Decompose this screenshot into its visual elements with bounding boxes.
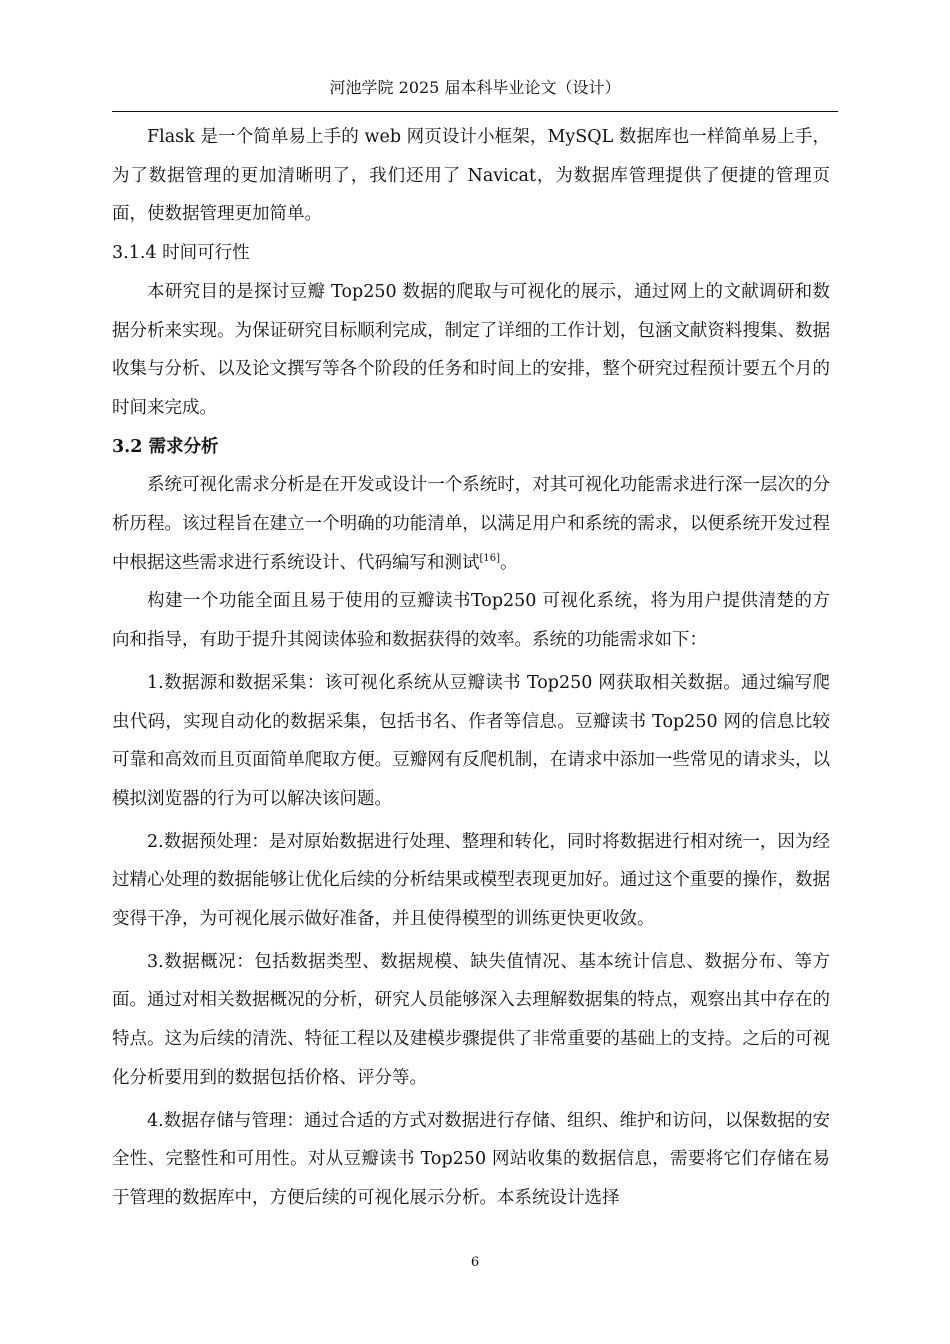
paragraph-data-overview: 3.数据概况：包括数据类型、数据规模、缺失值情况、基本统计信息、数据分布、等方面。通过对相关数据概况的分析，研究人员能够深入去理解数据集的特点，观察出其中存在的特点。这为后续的清洗、特征工程以及建模步骤提供了非常重要的基础上的支持。之后的可视化分析要用到的数据包括价格、评分等。	[112, 951, 830, 1088]
running-header: 河池学院 2025 届本科毕业论文（设计）	[329, 78, 621, 97]
paragraph-requirements-end: 。	[500, 552, 518, 573]
paragraph-data-collection: 1.数据源和数据采集：该可视化系统从豆瓣读书 Top250 网获取相关数据。通过编写爬虫代码，实现自动化的数据采集，包括书名、作者等信息。豆瓣读书 Top250 网的信息比较可靠和高效而且页面简单爬取方便。豆瓣网有反爬机制，在请求中添加一些常见的请求头，以模拟浏览器的行为可以解决该问题。	[112, 672, 830, 809]
citation-16: [16]	[479, 552, 501, 564]
paragraph-flask: Flask 是一个简单易上手的 web 网页设计小框架，MySQL 数据库也一样简单易上手，为了数据管理的更加清晰明了，我们还用了 Navicat，为数据库管理提供了便捷的管理页面，使数据管理更加简单。	[112, 127, 830, 225]
section-heading-3-1-4: 3.1.4 时间可行性	[112, 243, 250, 264]
page-number: 6	[470, 1255, 480, 1270]
paragraph-requirements-text: 系统可视化需求分析是在开发或设计一个系统时，对其可视化功能需求进行深一层次的分析历程。该过程旨在建立一个明确的功能清单，以满足用户和系统的需求，以便系统开发过程中根据这些需求进行系统设计、代码编写和测试	[112, 475, 830, 573]
body-text	[112, 118, 830, 1218]
paragraph-requirements	[112, 466, 830, 582]
section-heading-3-2: 3.2 需求分析	[112, 436, 219, 457]
paragraph-system-overview: 构建一个功能全面且易于使用的豆瓣读书Top250 可视化系统，将为用户提供清楚的方向和指导，有助于提升其阅读体验和数据获得的效率。系统的功能需求如下：	[112, 591, 830, 651]
paragraph-data-storage: 4.数据存储与管理：通过合适的方式对数据进行存储、组织、维护和访问，以保数据的安全性、完整性和可用性。对从豆瓣读书 Top250 网站收集的数据信息，需要将它们存储在易于管理的数据库中，方便后续的可视化展示分析。本系统设计选择	[112, 1110, 830, 1208]
paragraph-time-feasibility: 本研究目的是探讨豆瓣 Top250 数据的爬取与可视化的展示，通过网上的文献调研和数据分析来实现。为保证研究目标顺利完成，制定了详细的工作计划，包涵文献资料搜集、数据收集与分析、以及论文撰写等各个阶段的任务和时间上的安排，整个研究过程预计要五个月的时间来完成。	[112, 281, 830, 418]
paragraph-preprocessing: 2.数据预处理：是对原始数据进行处理、整理和转化，同时将数据进行相对统一，因为经过精心处理的数据能够让优化后续的分析结果或模型表现更加好。通过这个重要的操作，数据变得干净，为可视化展示做好准备，并且使得模型的训练更快更收敛。	[112, 831, 830, 930]
header-rule	[112, 111, 838, 112]
